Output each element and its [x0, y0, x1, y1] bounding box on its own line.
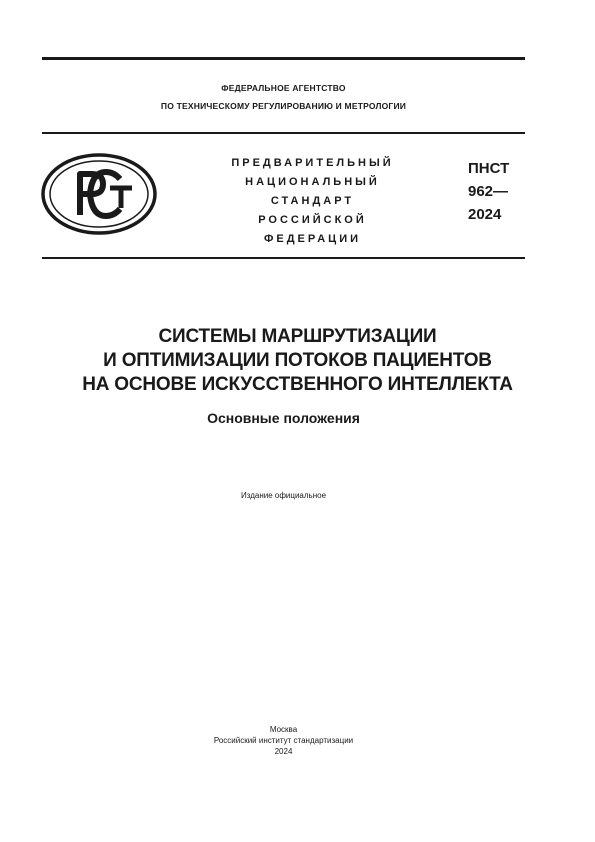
standard-type-line: ФЕДЕРАЦИИ: [263, 233, 362, 245]
agency-name-line-1: ФЕДЕРАЛЬНОЕ АГЕНТСТВО: [221, 83, 346, 93]
title-line: СИСТЕМЫ МАРШРУТИЗАЦИИ: [158, 326, 437, 347]
title-line: И ОПТИМИЗАЦИИ ПОТОКОВ ПАЦИЕНТОВ: [103, 350, 492, 371]
standard-type-line: РОССИЙСКОЙ: [258, 214, 367, 226]
standard-type: [170, 154, 455, 249]
document-title: [30, 325, 565, 397]
document-subtitle: Основные положения: [207, 410, 360, 426]
title-line: НА ОСНОВЕ ИСКУССТВЕННОГО ИНТЕЛЛЕКТА: [82, 374, 513, 395]
standard-type-line: НАЦИОНАЛЬНЫЙ: [245, 176, 380, 188]
imprint-year: 2024: [274, 747, 293, 756]
standard-number-line: 2024: [468, 206, 502, 223]
imprint-publisher: Российский институт стандартизации: [213, 736, 354, 745]
lower-rule: [42, 257, 525, 259]
rst-emblem-icon: [40, 152, 158, 236]
standard-number-line: 962—: [468, 183, 509, 200]
edition-note: Издание официальное: [240, 491, 327, 500]
middle-rule: [42, 132, 525, 134]
imprint-city: Москва: [269, 725, 298, 734]
top-rule: [42, 57, 525, 60]
standard-number: [468, 157, 538, 226]
standard-type-line: СТАНДАРТ: [270, 195, 355, 207]
imprint: [42, 724, 525, 757]
standard-number-line: ПНСТ: [468, 160, 510, 177]
agency-name-line-2: ПО ТЕХНИЧЕСКОМУ РЕГУЛИРОВАНИЮ И МЕТРОЛОГИИ: [160, 101, 407, 111]
standard-type-line: ПРЕДВАРИТЕЛЬНЫЙ: [231, 157, 394, 169]
